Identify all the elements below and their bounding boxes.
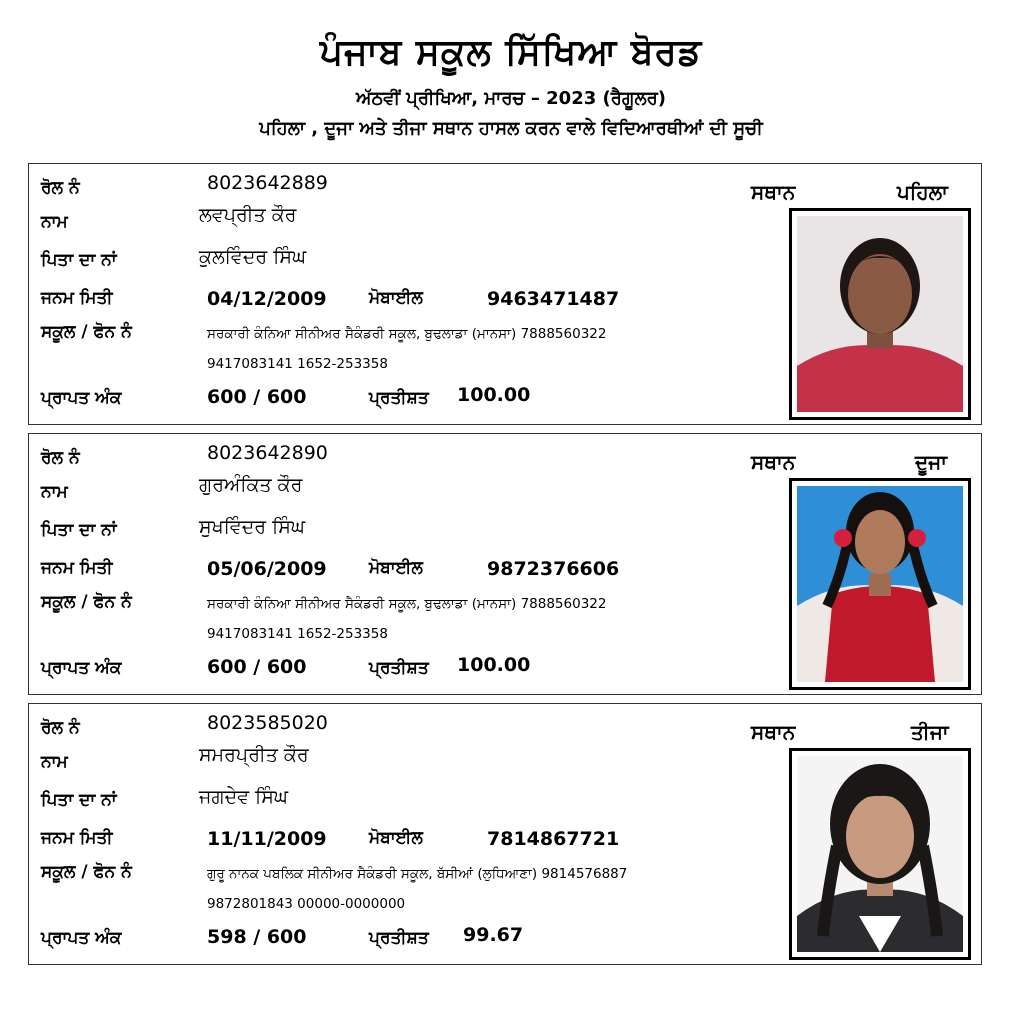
dob-value: 11/11/2009	[207, 828, 327, 850]
student-name: ਗੁਰਅੰਕਿਤ ਕੌਰ	[199, 474, 303, 496]
marks-value: 600 / 600	[207, 656, 307, 678]
percent-label: ਪ੍ਰਤੀਸ਼ਤ	[369, 388, 429, 408]
position-value: ਤੀਜਾ	[911, 720, 949, 744]
dob-label: ਜਨਮ ਮਿਤੀ	[41, 558, 113, 578]
school-label: ਸਕੂਲ / ਫੋਨ ਨੰ	[41, 592, 132, 612]
name-label: ਨਾਮ	[41, 752, 68, 772]
student-portrait	[797, 486, 963, 682]
roll-number: 8023642889	[207, 172, 328, 194]
roll-label: ਰੋਲ ਨੰ	[41, 448, 80, 468]
student-photo	[789, 208, 971, 420]
marks-label: ਪ੍ਰਾਪਤ ਅੰਕ	[41, 928, 122, 948]
dob-label: ਜਨਮ ਮਿਤੀ	[41, 828, 113, 848]
mobile-label: ਮੋਬਾਈਲ	[369, 288, 423, 308]
student-name: ਲਵਪ੍ਰੀਤ ਕੌਰ	[199, 204, 297, 226]
student-card-first	[28, 163, 982, 425]
mobile-label: ਮੋਬਾਈਲ	[369, 558, 423, 578]
roll-number: 8023585020	[207, 712, 328, 734]
student-photo	[789, 748, 971, 960]
percent-value: 99.67	[463, 924, 524, 946]
father-label: ਪਿਤਾ ਦਾ ਨਾਂ	[41, 250, 117, 270]
dob-label: ਜਨਮ ਮਿਤੀ	[41, 288, 113, 308]
school-phones: 9417083141 1652-253358	[207, 626, 388, 642]
marks-value: 600 / 600	[207, 386, 307, 408]
position-label: ਸਥਾਨ	[751, 180, 796, 204]
father-name: ਸੁਖਵਿੰਦਰ ਸਿੰਘ	[199, 516, 306, 538]
roll-label: ਰੋਲ ਨੰ	[41, 718, 80, 738]
mobile-value: 9463471487	[487, 288, 620, 310]
name-label: ਨਾਮ	[41, 482, 68, 502]
dob-value: 05/06/2009	[207, 558, 327, 580]
percent-label: ਪ੍ਰਤੀਸ਼ਤ	[369, 658, 429, 678]
roll-number: 8023642890	[207, 442, 328, 464]
student-card-third	[28, 703, 982, 965]
school-phones: 9417083141 1652-253358	[207, 356, 388, 372]
mobile-value: 7814867721	[487, 828, 620, 850]
school-name: ਸਰਕਾਰੀ ਕੰਨਿਆ ਸੀਨੀਅਰ ਸੈਕੰਡਰੀ ਸਕੂਲ, ਬੁਢਲਾਡਾ (ਮਾਨਸਾ) 7888560322	[207, 596, 607, 612]
list-subtitle: ਪਹਿਲਾ , ਦੂਜਾ ਅਤੇ ਤੀਜਾ ਸਥਾਨ ਹਾਸਲ ਕਰਨ ਵਾਲੇ ਵਿਦਿਆਰਥੀਆਂ ਦੀ ਸੂਚੀ	[259, 118, 763, 139]
father-name: ਕੁਲਵਿੰਦਰ ਸਿੰਘ	[199, 246, 307, 268]
mobile-value: 9872376606	[487, 558, 620, 580]
percent-label: ਪ੍ਰਤੀਸ਼ਤ	[369, 928, 429, 948]
school-name: ਗੁਰੂ ਨਾਨਕ ਪਬਲਿਕ ਸੀਨੀਅਰ ਸੈਕੰਡਰੀ ਸਕੂਲ, ਬੱਸੀਆਂ (ਲੁਧਿਆਣਾ) 9814576887	[207, 866, 628, 882]
student-name: ਸਮਰਪ੍ਰੀਤ ਕੌਰ	[199, 744, 309, 766]
student-portrait	[797, 756, 963, 952]
school-phones: 9872801843 00000-0000000	[207, 896, 406, 912]
position-label: ਸਥਾਨ	[751, 450, 796, 474]
name-label: ਨਾਮ	[41, 212, 68, 232]
position-value: ਪਹਿਲਾ	[897, 180, 948, 204]
marks-label: ਪ੍ਰਾਪਤ ਅੰਕ	[41, 388, 122, 408]
marks-value: 598 / 600	[207, 926, 307, 948]
percent-value: 100.00	[457, 384, 531, 406]
student-card-second	[28, 433, 982, 695]
position-value: ਦੂਜਾ	[915, 450, 948, 474]
exam-subtitle: ਅੱਠਵੀਂ ਪ੍ਰੀਖਿਆ, ਮਾਰਚ – 2023 (ਰੈਗੂਲਰ)	[356, 88, 666, 109]
dob-value: 04/12/2009	[207, 288, 327, 310]
father-label: ਪਿਤਾ ਦਾ ਨਾਂ	[41, 520, 117, 540]
school-label: ਸਕੂਲ / ਫੋਨ ਨੰ	[41, 322, 132, 342]
student-portrait	[797, 216, 963, 412]
percent-value: 100.00	[457, 654, 531, 676]
mobile-label: ਮੋਬਾਈਲ	[369, 828, 423, 848]
school-label: ਸਕੂਲ / ਫੋਨ ਨੰ	[41, 862, 132, 882]
marks-label: ਪ੍ਰਾਪਤ ਅੰਕ	[41, 658, 122, 678]
position-label: ਸਥਾਨ	[751, 720, 796, 744]
father-name: ਜਗਦੇਵ ਸਿੰਘ	[199, 786, 289, 808]
father-label: ਪਿਤਾ ਦਾ ਨਾਂ	[41, 790, 117, 810]
school-name: ਸਰਕਾਰੀ ਕੰਨਿਆ ਸੀਨੀਅਰ ਸੈਕੰਡਰੀ ਸਕੂਲ, ਬੁਢਲਾਡਾ (ਮਾਨਸਾ) 7888560322	[207, 326, 607, 342]
board-title: ਪੰਜਾਬ ਸਕੂਲ ਸਿੱਖਿਆ ਬੋਰਡ	[319, 32, 703, 73]
roll-label: ਰੋਲ ਨੰ	[41, 178, 80, 198]
student-photo	[789, 478, 971, 690]
